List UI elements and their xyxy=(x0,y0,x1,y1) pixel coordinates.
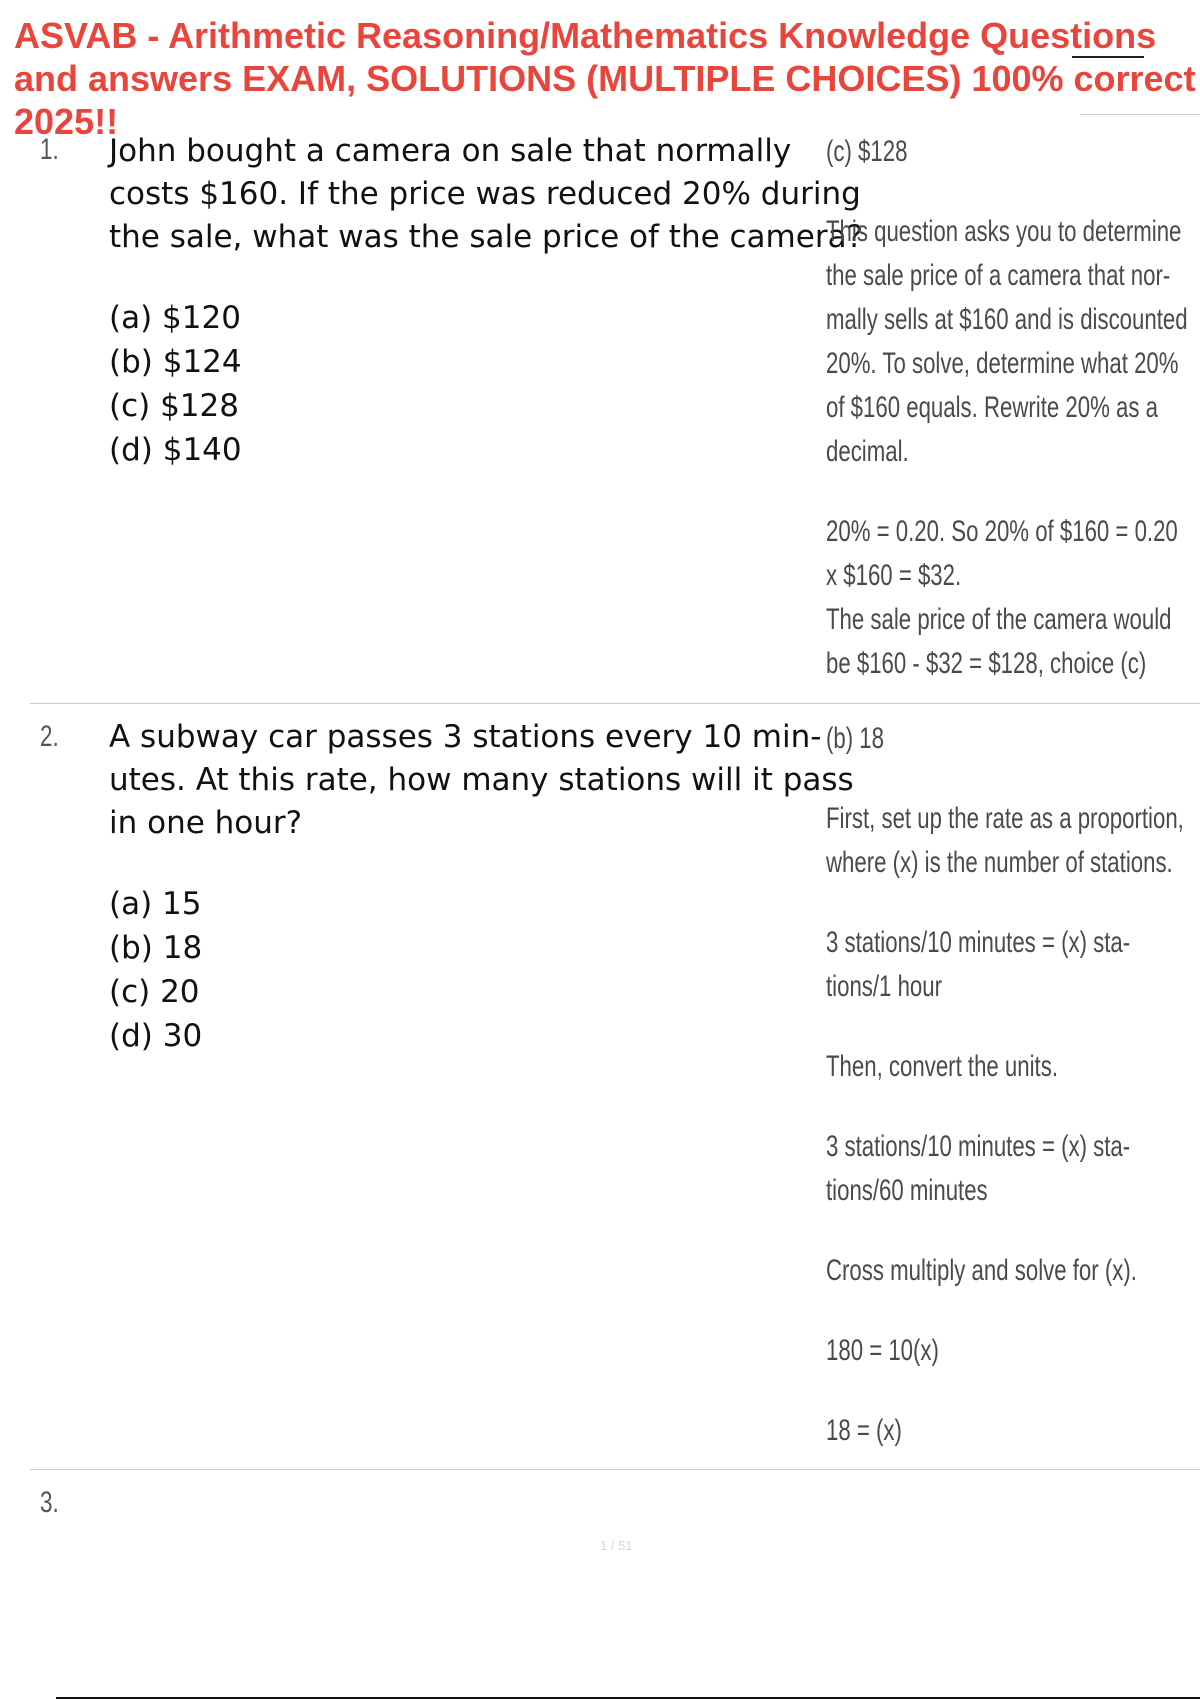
question-2-solution xyxy=(826,717,1184,1453)
choice-d: (d) 30 xyxy=(109,1018,203,1054)
choice-b: (b) 18 xyxy=(109,930,203,966)
title-divider xyxy=(1080,114,1200,115)
question-1-line: the sale, what was the sale price of the camera? xyxy=(109,219,864,255)
choice-a: (a) $120 xyxy=(109,300,241,336)
answer-label: (c) $128 xyxy=(826,135,908,168)
question-2-number: 2. xyxy=(40,720,59,753)
choice-a: (a) 15 xyxy=(109,886,202,922)
choice-c: (c) $128 xyxy=(109,388,239,424)
explanation-line: 20% = 0.20. So 20% of $160 = 0.20 xyxy=(826,515,1178,548)
explanation-line: 20%. To solve, determine what 20% xyxy=(826,347,1179,380)
title-line-3: 2025!! xyxy=(14,101,119,142)
choice-b: (b) $124 xyxy=(109,344,242,380)
explanation-line: 180 = 10(x) xyxy=(826,1334,939,1367)
explanation-line: tions/1 hour xyxy=(826,970,943,1003)
title-line-2: and answers EXAM, SOLUTIONS (MULTIPLE CHOICES) 100% correct xyxy=(14,58,1196,99)
question-1-text xyxy=(109,130,864,259)
explanation-line: decimal. xyxy=(826,435,909,468)
question-1-solution xyxy=(826,130,1188,686)
choice-d: (d) $140 xyxy=(109,432,242,468)
explanation-line: 3 stations/10 minutes = (x) sta- xyxy=(826,926,1131,959)
title-line-1: ASVAB - Arithmetic Reasoning/Mathematics Knowledge Questions xyxy=(14,15,1157,56)
explanation-line: of $160 equals. Rewrite 20% as a xyxy=(826,391,1158,424)
question-2-line: utes. At this rate, how many stations will it pass xyxy=(109,762,854,798)
explanation-line: The sale price of the camera would xyxy=(826,603,1172,636)
question-3-number: 3. xyxy=(40,1486,59,1519)
question-1-line: costs $160. If the price was reduced 20% during xyxy=(109,176,861,212)
explanation-line: Cross multiply and solve for (x). xyxy=(826,1254,1137,1287)
explanation-line: tions/60 minutes xyxy=(826,1174,988,1207)
question-2-choices xyxy=(109,882,202,1058)
question-divider xyxy=(30,703,1200,704)
explanation-line: be $160 - $32 = $128, choice (c) xyxy=(826,647,1147,680)
title-underline-mark xyxy=(1072,56,1144,58)
explanation-line: Then, convert the units. xyxy=(826,1050,1059,1083)
question-2-line: A subway car passes 3 stations every 10 min- xyxy=(109,719,822,755)
explanation-line: mally sells at $160 and is discounted xyxy=(826,303,1188,336)
explanation-line: First, set up the rate as a proportion, xyxy=(826,802,1184,835)
answer-label: (b) 18 xyxy=(826,722,884,755)
page-indicator: 1 / 51 xyxy=(600,1538,633,1553)
explanation-line: where (x) is the number of stations. xyxy=(826,846,1173,879)
question-2-text xyxy=(109,716,854,845)
question-divider xyxy=(30,1469,1200,1470)
document-title xyxy=(14,14,1200,143)
explanation-line: 3 stations/10 minutes = (x) sta- xyxy=(826,1130,1131,1163)
explanation-line: This question asks you to determine xyxy=(826,215,1182,248)
explanation-line: the sale price of a camera that nor- xyxy=(826,259,1171,292)
explanation-line: x $160 = $32. xyxy=(826,559,962,592)
explanation-line: 18 = (x) xyxy=(826,1414,902,1447)
page-bottom-rule xyxy=(56,1697,1200,1699)
question-1-choices xyxy=(109,296,242,472)
choice-c: (c) 20 xyxy=(109,974,200,1010)
question-2-line: in one hour? xyxy=(109,805,303,841)
question-1-number: 1. xyxy=(40,133,59,166)
question-1-line: John bought a camera on sale that normally xyxy=(109,133,792,169)
